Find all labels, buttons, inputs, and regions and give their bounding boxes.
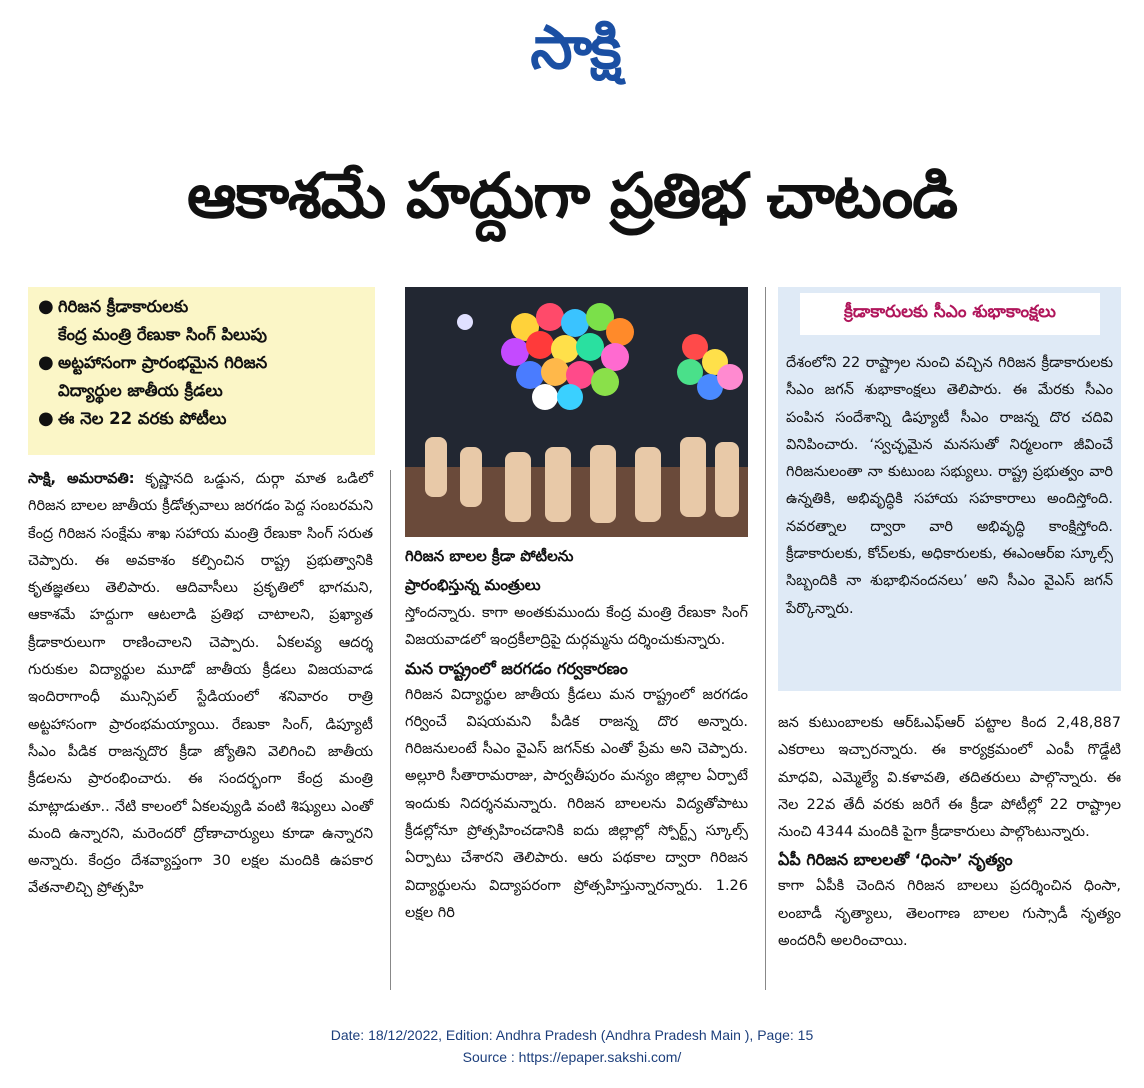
caption-line: ప్రారంభిస్తున్న మంత్రులు [405, 576, 541, 594]
highlight-line: అట్టహాసంగా ప్రారంభమైన గిరిజన [58, 353, 268, 372]
edition-info: Date: 18/12/2022, Edition: Andhra Pradesh (Andhra Pradesh Main ), Page: 15 [330, 1027, 814, 1043]
highlights-box [28, 287, 375, 455]
bullet-icon: ● [38, 296, 54, 317]
highlight-line: గిరిజన క్రీడాకారులకు [58, 297, 189, 316]
highlight-item [38, 405, 365, 433]
article-column-2 [405, 600, 748, 927]
article-text: గిరిజన విద్యార్థుల జాతీయ క్రీడలు మన రాష్ట్రంలో జరగడం గర్వించే విషయమని పీడిక రాజన్న దొర అన్నారు. గిరిజనులంటే సీఎం వైఎస్ జగన్‌కు ఎంతో ప్రేమ అని చెప్పారు. అల్లూరి సీతారామరాజు, పార్వతీపురం మన్యం జిల్లాల ఏర్పాటే ఇందుకు నిదర్శనమన్నారు. గిరిజన బాలలను విద్యతోపాటు క్రీడల్లోనూ ప్రోత్సహించడానికి ఐదు జిల్లాల్లో స్పోర్ట్స్ స్కూల్స్ ఏర్పాటు చేశారని తెలిపారు. ఆరు పథకాల ద్వారా గిరిజన విద్యార్థులను విద్యాపరంగా ప్రోత్సహిస్తున్నారన్నారు. 1.26 లక్షల గిరి [405, 686, 748, 921]
photo-caption [405, 542, 748, 600]
highlight-item [38, 349, 365, 377]
headline: ఆకాశమే హద్దుగా ప్రతిభ చాటండి [186, 158, 958, 232]
article-text: స్తోందన్నారు. కాగా అంతకుముందు కేంద్ర మంత్రి రేణుకా సింగ్ విజయవాడలో ఇంద్రకీలాద్రిపై దుర్గమ్మను దర్శించుకున్నారు. [405, 605, 748, 649]
masthead-logo: సాక్షి [530, 13, 620, 83]
highlight-line: కేంద్ర మంత్రి రేణుకా సింగ్ పిలుపు [58, 325, 267, 344]
caption-line: గిరిజన బాలల క్రీడా పోటీలను [405, 547, 574, 565]
balloons-stage-illustration [405, 287, 748, 537]
column-divider [390, 470, 391, 990]
source-link[interactable]: Source : https://epaper.sakshi.com/ [462, 1049, 682, 1065]
sidebar-box [778, 287, 1121, 691]
event-photo [405, 287, 748, 537]
article-text: కాగా ఏపీకి చెందిన గిరిజన బాలలు ప్రదర్శించిన ధింసా, లంబాడీ నృత్యాలు, తెలంగాణ బాలల గుస్సాడీ నృత్యం అందరినీ అలరించాయి. [778, 878, 1121, 950]
bullet-icon: ● [38, 408, 54, 429]
highlight-line: ఈ నెల 22 వరకు పోటీలు [58, 409, 227, 428]
highlight-line: విద్యార్థుల జాతీయ క్రీడలు [58, 381, 223, 400]
article-text: కృష్ణానది ఒడ్డున, దుర్గా మాత ఒడిలో గిరిజన బాలల జాతీయ క్రీడోత్సవాలు జరగడం పెద్ద సంబరమని కేంద్ర గిరిజన సంక్షేమ శాఖ సహాయ మంత్రి రేణుకా సింగ్ సరుత చెప్పారు. ఈ అవకాశం కల్పించిన రాష్ట్ర ప్రభుత్వానికి కృతజ్ఞతలు తెలిపారు. ఆదివాసీలు ప్రకృతిలో భాగమని, ఆకాశమే హద్దుగా ఆటలాడి ప్రతిభ చాటాలని, ప్రఖ్యాత క్రీడాకారులుగా రాణించాలని చెప్పారు. ఏకలవ్య ఆదర్శ గురుకుల విద్యార్థుల మూడో జాతీయ క్రీడలు విజయవాడ ఇందిరాగాంధీ మున్సిపల్ స్టేడియంలో శనివారం రాత్రి అట్టహాసంగా ప్రారంభమయ్యాయి. రేణుకా సింగ్, డిప్యూటీ సీఎం పీడిక రాజన్నదొర క్రీడా జ్యోతిని వెలిగించి జాతీయ క్రీడలను ప్రారంభించారు. ఈ సందర్భంగా కేంద్ర మంత్రి మాట్లాడుతూ.. నేటి కాలంలో ఏకలవ్యుడి వంటి శిష్యులు ఎంతో మంది ఉన్నారని, మరెందరో ద్రోణాచార్యులు కూడా ఉన్నారని అన్నారు. కేంద్రం దేశవ్యాప్తంగా 30 లక్షల మందికి ఉపకార వేతనాలిచ్చి ప్రోత్సహి [28, 471, 373, 897]
article-text: జన కుటుంబాలకు ఆర్‌ఓఎఫ్‌ఆర్ పట్టాల కింద 2,48,887 ఎకరాలు ఇచ్చారన్నారు. ఈ కార్యక్రమంలో ఎంపీ గొడ్డేటి మాధవి, ఎమ్మెల్యే వి.కళావతి, తదితరులు పాల్గొన్నారు. ఈ నెల 22వ తేదీ వరకు జరిగే ఈ క్రీడా పోటీల్లో 22 రాష్ట్రాల నుంచి 4344 మందికి పైగా క్రీడాకారులు పాల్గొంటున్నారు. [778, 715, 1121, 841]
column-divider [765, 287, 766, 990]
subheading: మన రాష్ట్రంలో జరగడం గర్వకారణం [405, 658, 628, 678]
article-column-1 [28, 466, 373, 903]
article-column-3 [778, 710, 1121, 955]
sidebar-title: క్రీడాకారులకు సీఎం శుభాకాంక్షలు [800, 293, 1100, 335]
subheading: ఏపీ గిరిజన బాలలతో ‘ధింసా’ నృత్యం [778, 850, 1013, 870]
sidebar-text: దేశంలోని 22 రాష్ట్రాల నుంచి వచ్చిన గిరిజన క్రీడాకారులకు సీఎం జగన్ శుభాకాంక్షలు తెలిపారు. ఈ మేరకు సీఎం పంపిన సందేశాన్ని డిప్యూటీ సీఎం రాజన్న దొర చదివి వినిపించారు. ‘స్వచ్ఛమైన మనసుతో నిర్మలంగా జీవించే గిరిజనులంతా నా కుటుంబ సభ్యులు. రాష్ట్ర ప్రభుత్వం వారి ఉన్నతికి, అభివృద్ధికి సహాయ సహకారాలు అందిస్తోంది. నవరత్నాల ద్వారా వారి అభివృద్ధి కాంక్షిస్తోంది. క్రీడాకారులకు, కోచ్‌లకు, అధికారులకు, ఈఎంఆర్ఐ స్కూల్స్ సిబ్బందికి నా శుభాభినందనలు’ అని సీఎం వైఎస్ జగన్ పేర్కొన్నారు. [786, 355, 1113, 617]
dateline: సాక్షి, అమరావతి: [28, 471, 135, 487]
highlight-item [38, 293, 365, 321]
bullet-icon: ● [38, 352, 54, 373]
